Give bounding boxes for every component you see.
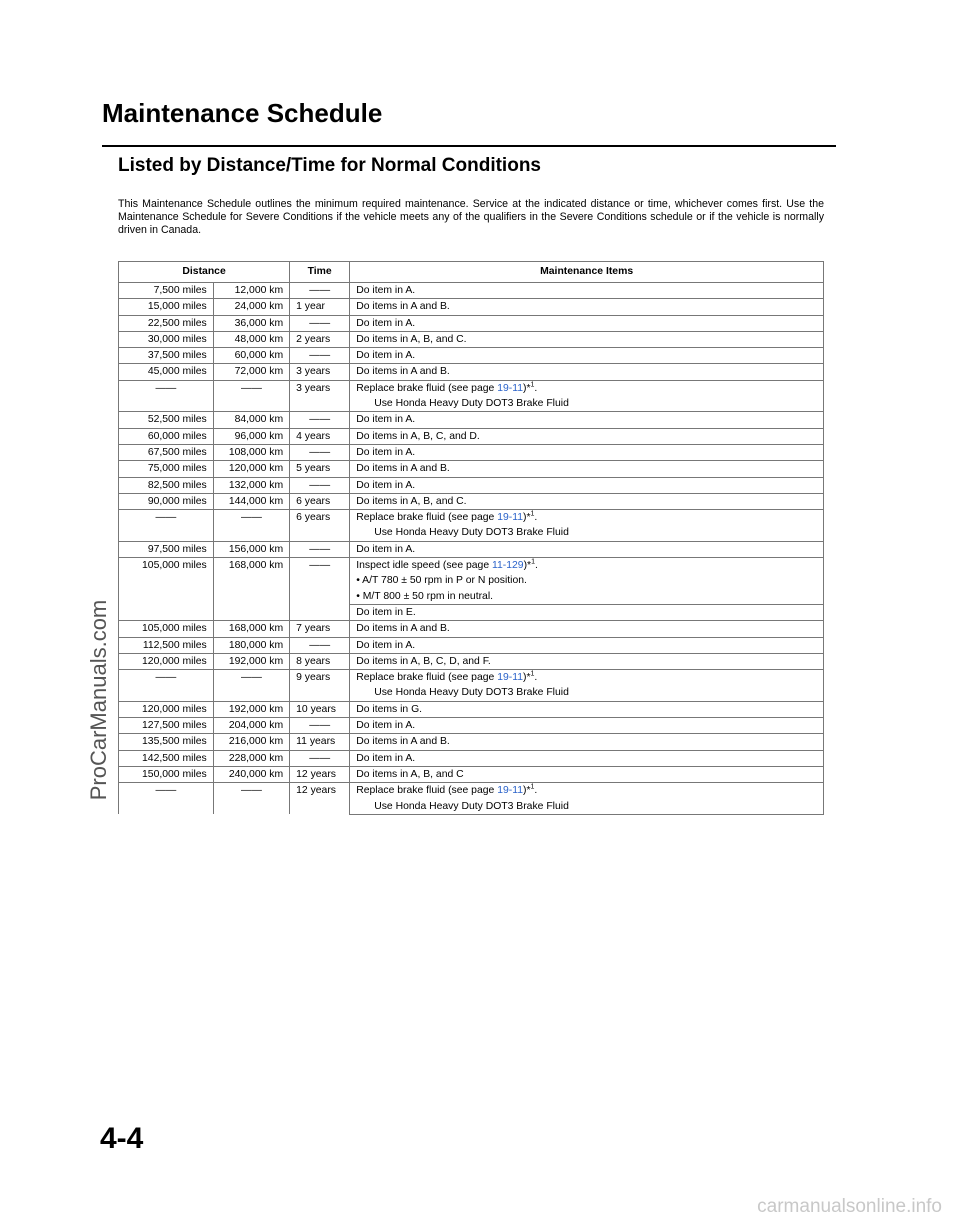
time-cell: 2 years (290, 331, 350, 347)
distance-miles-cell: 7,500 miles (119, 283, 214, 299)
time-cell: 5 years (290, 461, 350, 477)
time-cell: —— (290, 750, 350, 766)
time-cell: 3 years (290, 364, 350, 380)
maintenance-item-cell: Do item in A. (350, 637, 824, 653)
distance-miles-cell: —— (119, 510, 214, 542)
item-text: Replace brake fluid (see page (356, 672, 498, 684)
item-text: Replace brake fluid (see page (356, 382, 498, 394)
distance-km-cell: —— (213, 783, 289, 815)
maintenance-item-cell: Do items in A and B. (350, 734, 824, 750)
distance-miles-cell: —— (119, 670, 214, 702)
distance-km-cell: 132,000 km (213, 477, 289, 493)
maintenance-item-cell: Do items in A, B, and C (350, 766, 824, 782)
distance-miles-cell: 120,000 miles (119, 653, 214, 669)
time-cell: 1 year (290, 299, 350, 315)
distance-miles-cell: 150,000 miles (119, 766, 214, 782)
time-cell: 7 years (290, 621, 350, 637)
time-cell: —— (290, 412, 350, 428)
distance-miles-cell: 22,500 miles (119, 315, 214, 331)
title-rule (102, 145, 836, 147)
table-row (119, 380, 824, 396)
maintenance-item-cell: Do item in A. (350, 477, 824, 493)
distance-miles-cell: —— (119, 380, 214, 412)
table-row (119, 283, 824, 299)
table-row (119, 315, 824, 331)
distance-km-cell: 72,000 km (213, 364, 289, 380)
maintenance-item-cell: Do items in A, B, and C. (350, 493, 824, 509)
distance-miles-cell: 142,500 miles (119, 750, 214, 766)
distance-miles-cell: 15,000 miles (119, 299, 214, 315)
maintenance-item-cell: Do item in A. (350, 412, 824, 428)
time-cell: 10 years (290, 701, 350, 717)
table-row (119, 734, 824, 750)
table-row (119, 766, 824, 782)
table-row (119, 444, 824, 460)
distance-miles-cell: 75,000 miles (119, 461, 214, 477)
table-row (119, 653, 824, 669)
distance-miles-cell: 105,000 miles (119, 621, 214, 637)
header-distance: Distance (119, 262, 290, 283)
time-cell: 4 years (290, 428, 350, 444)
page-reference-link[interactable]: 19-11 (497, 382, 523, 394)
bottom-watermark: carmanualsonline.info (757, 1196, 942, 1217)
distance-miles-cell: 112,500 miles (119, 637, 214, 653)
maintenance-item-cell: Do item in A. (350, 348, 824, 364)
page-number: 4-4 (100, 1122, 144, 1155)
time-cell: 6 years (290, 510, 350, 542)
maintenance-item-cell (350, 510, 824, 526)
table-row (119, 750, 824, 766)
maintenance-item-cell: Do items in A and B. (350, 364, 824, 380)
time-cell: —— (290, 348, 350, 364)
item-text-end: . (535, 560, 538, 572)
maintenance-item-cell: Do items in A, B, C, D, and F. (350, 653, 824, 669)
distance-miles-cell: —— (119, 783, 214, 815)
maintenance-item-cell: Do item in A. (350, 283, 824, 299)
table-row (119, 621, 824, 637)
item-text-end: . (534, 785, 538, 797)
table-body (119, 283, 824, 815)
distance-miles-cell: 60,000 miles (119, 428, 214, 444)
item-note: Use Honda Heavy Duty DOT3 Brake Fluid (374, 527, 569, 539)
table-row (119, 461, 824, 477)
item-note: Use Honda Heavy Duty DOT3 Brake Fluid (374, 687, 569, 699)
time-cell: —— (290, 283, 350, 299)
distance-miles-cell: 135,500 miles (119, 734, 214, 750)
time-cell: 9 years (290, 670, 350, 702)
maintenance-item-cell: Do items in A and B. (350, 299, 824, 315)
distance-km-cell: 168,000 km (213, 558, 289, 621)
maintenance-item-cell (350, 604, 824, 620)
distance-km-cell: —— (213, 510, 289, 542)
distance-km-cell: 120,000 km (213, 461, 289, 477)
table-row (119, 331, 824, 347)
distance-miles-cell: 82,500 miles (119, 477, 214, 493)
item-text-after: )* (523, 785, 531, 797)
table-row (119, 637, 824, 653)
time-cell: 6 years (290, 493, 350, 509)
footnote-marker: 1 (531, 558, 535, 566)
footnote-marker: 1 (530, 381, 535, 389)
table-row (119, 541, 824, 557)
maintenance-item-cell (350, 783, 824, 799)
time-cell: —— (290, 637, 350, 653)
side-watermark-text: ProCarManuals.com (86, 599, 111, 801)
time-cell: —— (290, 444, 350, 460)
maintenance-item-cell (350, 799, 824, 815)
distance-km-cell: 48,000 km (213, 331, 289, 347)
distance-km-cell: 204,000 km (213, 718, 289, 734)
time-cell: 11 years (290, 734, 350, 750)
page-title: Maintenance Schedule (102, 98, 383, 128)
distance-km-cell: 240,000 km (213, 766, 289, 782)
table-row (119, 718, 824, 734)
time-cell: 3 years (290, 380, 350, 412)
maintenance-item-cell (350, 558, 824, 574)
item-text-after: )* (523, 560, 532, 572)
distance-km-cell: 84,000 km (213, 412, 289, 428)
distance-km-cell: 216,000 km (213, 734, 289, 750)
footnote-marker: 1 (530, 670, 535, 678)
time-cell: 12 years (290, 783, 350, 815)
page-reference-link[interactable]: 19-11 (497, 512, 523, 524)
header-maintenance-items: Maintenance Items (350, 262, 824, 283)
maintenance-item-cell (350, 670, 824, 686)
item-text-after: )* (523, 512, 531, 524)
distance-miles-cell: 120,000 miles (119, 701, 214, 717)
time-cell: 8 years (290, 653, 350, 669)
maintenance-item-cell: Do item in A. (350, 750, 824, 766)
time-cell: —— (290, 477, 350, 493)
item-text-end: . (534, 382, 538, 394)
table-row (119, 299, 824, 315)
distance-km-cell: 156,000 km (213, 541, 289, 557)
side-watermark (86, 599, 116, 801)
distance-km-cell: 108,000 km (213, 444, 289, 460)
distance-miles-cell: 37,500 miles (119, 348, 214, 364)
maintenance-table (118, 261, 824, 815)
maintenance-item-cell (350, 396, 824, 412)
time-cell: —— (290, 558, 350, 621)
distance-miles-cell: 45,000 miles (119, 364, 214, 380)
page-reference-link[interactable]: 11-129 (491, 560, 524, 572)
time-cell: 12 years (290, 766, 350, 782)
time-cell: —— (290, 315, 350, 331)
item-note: Use Honda Heavy Duty DOT3 Brake Fluid (374, 398, 569, 410)
page-reference-link[interactable]: 19-11 (497, 785, 523, 797)
table-row (119, 670, 824, 686)
table-row (119, 493, 824, 509)
item-text-after: )* (523, 672, 531, 684)
distance-miles-cell: 127,500 miles (119, 718, 214, 734)
maintenance-item-cell: Do items in G. (350, 701, 824, 717)
maintenance-item-cell (350, 685, 824, 701)
distance-km-cell: 12,000 km (213, 283, 289, 299)
table-row (119, 783, 824, 799)
item-text: Replace brake fluid (see page (356, 512, 498, 524)
maintenance-item-cell: • M/T 800 ± 50 rpm in neutral. (350, 589, 824, 605)
table-row (119, 477, 824, 493)
time-cell: —— (290, 718, 350, 734)
distance-miles-cell: 30,000 miles (119, 331, 214, 347)
maintenance-item-cell: Do items in A, B, and C. (350, 331, 824, 347)
item-text-end: . (534, 512, 538, 524)
maintenance-item-cell: Do items in A and B. (350, 621, 824, 637)
time-cell: —— (290, 541, 350, 557)
table-row (119, 364, 824, 380)
header-time: Time (290, 262, 350, 283)
maintenance-item-cell: Do items in A, B, C, and D. (350, 428, 824, 444)
footnote-marker: 1 (530, 510, 535, 518)
distance-km-cell: 24,000 km (213, 299, 289, 315)
distance-km-cell: —— (213, 380, 289, 412)
maintenance-item-cell: • A/T 780 ± 50 rpm in P or N position. (350, 573, 824, 588)
page-reference-link[interactable]: 19-11 (497, 672, 523, 684)
table-row (119, 412, 824, 428)
distance-km-cell: 192,000 km (213, 653, 289, 669)
table-row (119, 701, 824, 717)
distance-km-cell: 96,000 km (213, 428, 289, 444)
maintenance-item-cell (350, 380, 824, 396)
distance-km-cell: 180,000 km (213, 637, 289, 653)
distance-km-cell: —— (213, 670, 289, 702)
footnote-marker: 1 (530, 783, 535, 791)
table-row (119, 428, 824, 444)
distance-km-cell: 36,000 km (213, 315, 289, 331)
maintenance-item-cell: Do item in A. (350, 315, 824, 331)
maintenance-item-cell: Do item in A. (350, 541, 824, 557)
table-header-row (119, 262, 824, 283)
item-text: Inspect idle speed (see page (356, 560, 492, 572)
item-text: Do item in E. (356, 606, 416, 618)
distance-km-cell: 60,000 km (213, 348, 289, 364)
table-row (119, 510, 824, 526)
maintenance-item-cell: Do items in A and B. (350, 461, 824, 477)
table-row (119, 558, 824, 574)
distance-km-cell: 192,000 km (213, 701, 289, 717)
table-row (119, 348, 824, 364)
distance-miles-cell: 52,500 miles (119, 412, 214, 428)
item-text-after: )* (523, 382, 531, 394)
distance-km-cell: 168,000 km (213, 621, 289, 637)
item-note: Use Honda Heavy Duty DOT3 Brake Fluid (374, 800, 569, 812)
distance-miles-cell: 97,500 miles (119, 541, 214, 557)
distance-miles-cell: 90,000 miles (119, 493, 214, 509)
maintenance-item-cell: Do item in A. (350, 444, 824, 460)
intro-paragraph: This Maintenance Schedule outlines the minimum required maintenance. Service at the indicated distance or time, whichever comes first. Use the Maintenance Schedule for Severe Conditions if the vehicle meets any of the qualifiers in the Severe Conditions schedule or if the vehicle is normally driven in Canada. (118, 198, 824, 236)
item-text-end: . (534, 672, 538, 684)
distance-km-cell: 144,000 km (213, 493, 289, 509)
distance-miles-cell: 67,500 miles (119, 444, 214, 460)
maintenance-item-cell: Do item in A. (350, 718, 824, 734)
distance-km-cell: 228,000 km (213, 750, 289, 766)
section-title: Listed by Distance/Time for Normal Conditions (118, 155, 541, 176)
item-text: Replace brake fluid (see page (356, 785, 498, 797)
maintenance-item-cell (350, 525, 824, 541)
distance-miles-cell: 105,000 miles (119, 558, 214, 621)
